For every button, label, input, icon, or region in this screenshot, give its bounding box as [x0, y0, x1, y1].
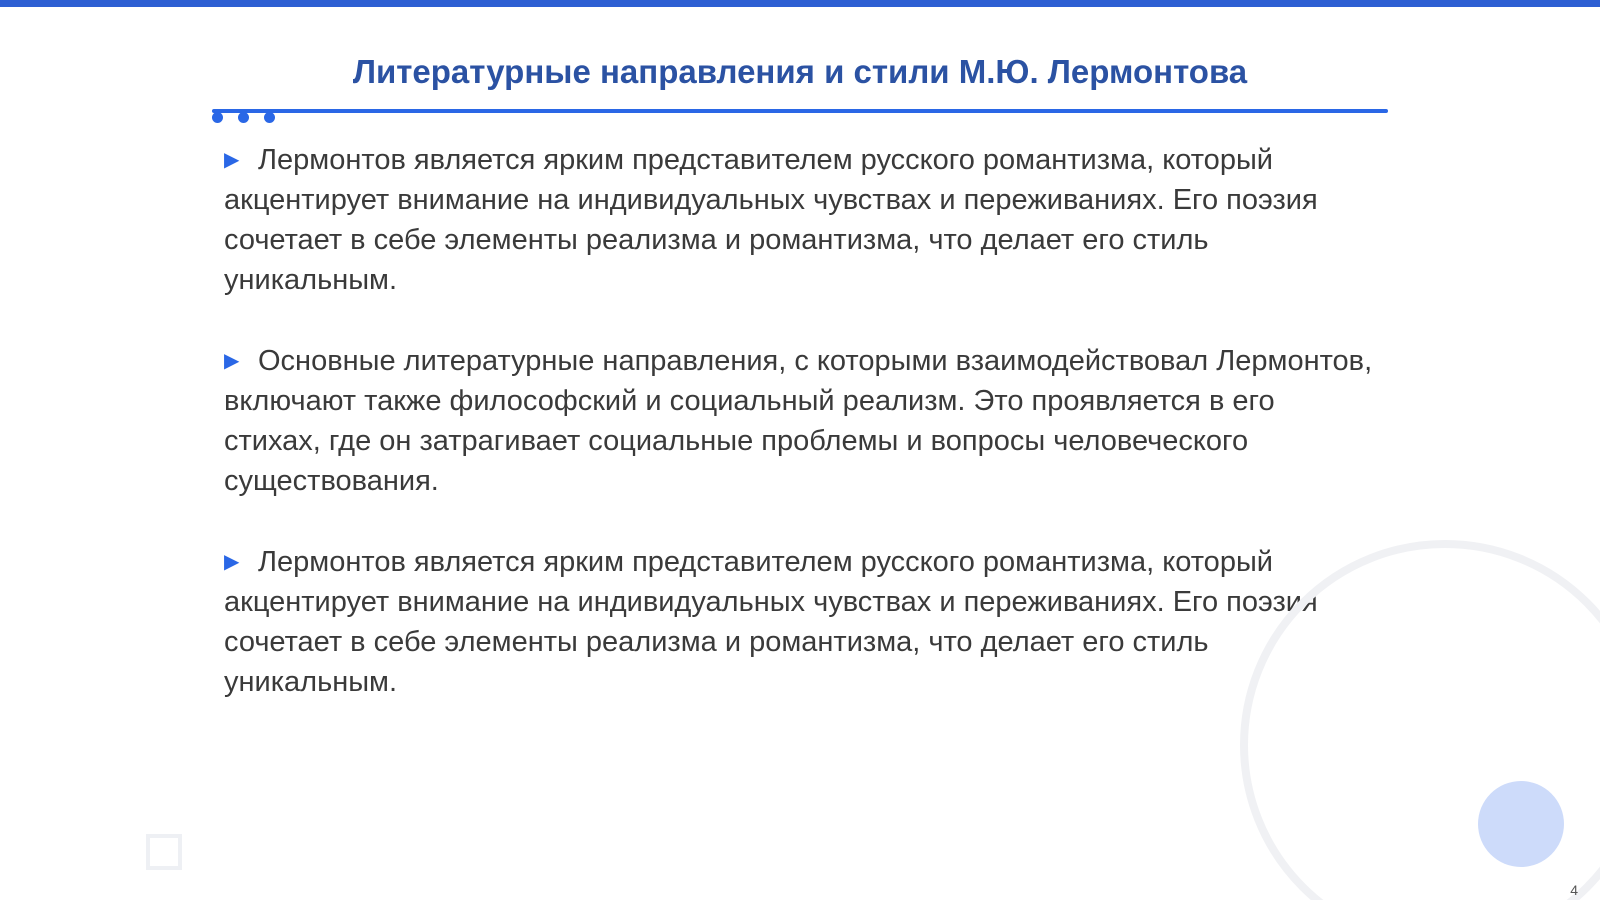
title-dots-decoration	[212, 112, 275, 123]
bullet-item	[224, 542, 1374, 702]
title-underline	[212, 109, 1388, 113]
dot-icon	[264, 112, 275, 123]
bullet-text: Лермонтов является ярким представителем русского романтизма, который акцентирует внимание на индивидуальных чувствах и переживаниях. Его поэзия сочетает в себе элементы реализма и романтизма, что делает его стиль уникальным.	[224, 144, 1318, 296]
slide-title: Литературные направления и стили М.Ю. Лермонтова	[352, 53, 1248, 90]
page-number: 4	[1570, 882, 1578, 898]
triangle-bullet-icon: ▶	[224, 149, 240, 171]
triangle-bullet-icon: ▶	[224, 551, 240, 573]
decorative-circle	[1478, 781, 1564, 867]
decorative-square	[146, 834, 182, 870]
triangle-bullet-icon: ▶	[224, 350, 240, 372]
bullet-text: Лермонтов является ярким представителем русского романтизма, который акцентирует внимание на индивидуальных чувствах и переживаниях. Его поэзия сочетает в себе элементы реализма и романтизма, что делает его стиль уникальным.	[224, 546, 1318, 698]
dot-icon	[238, 112, 249, 123]
bullet-text: Основные литературные направления, с которыми взаимодействовал Лермонтов, включают также философский и социальный реализм. Это проявляется в его стихах, где он затрагивает социальные проблемы и вопросы человеческого существования.	[224, 345, 1373, 497]
bullet-item	[224, 341, 1374, 501]
top-accent-bar	[0, 0, 1600, 7]
bullet-list	[224, 140, 1374, 743]
dot-icon	[212, 112, 223, 123]
bullet-item	[224, 140, 1374, 300]
